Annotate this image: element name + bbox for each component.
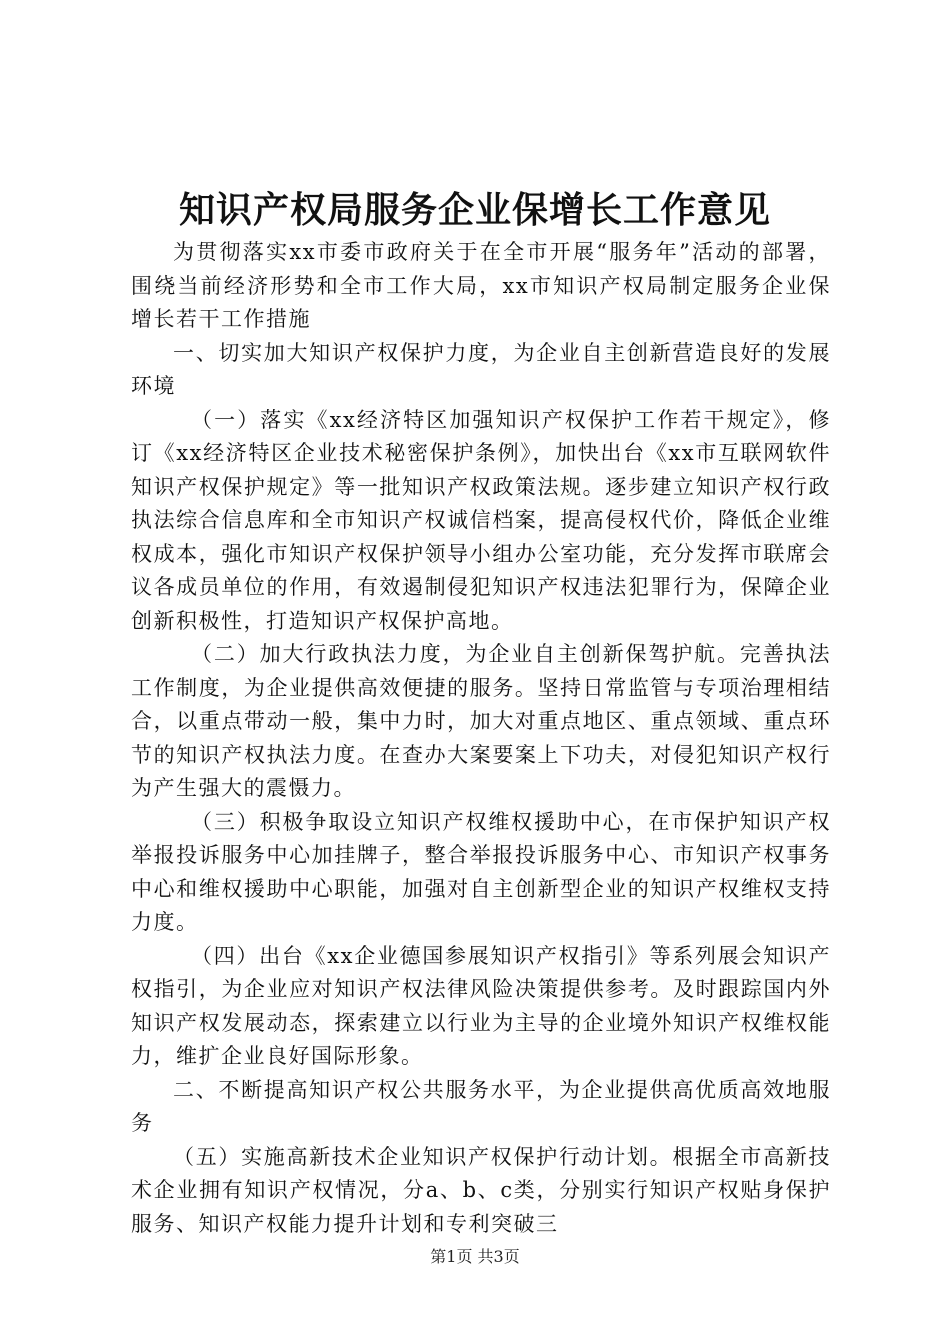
- item-paragraph-1: （一）落实《xx经济特区加强知识产权保护工作若干规定》，修订《xx经济特区企业技术秘密保护条例》，加快出台《xx市互联网软件知识产权保护规定》等一批知识产权政策法规。逐步建立知识产权行政执法综合信息库和全市知识产权诚信档案，提高侵权代价，降低企业维权成本，强化市知识产权保护领导小组办公室功能，充分发挥市联席会议各成员单位的作用，有效遏制侵犯知识产权违法犯罪行为，保障企业创新积极性，打造知识产权保护高地。: [131, 407, 831, 633]
- item-paragraph-3: （三）积极争取设立知识产权维权援助中心，在市保护知识产权举报投诉服务中心加挂牌子，整合举报投诉服务中心、市知识产权事务中心和维权援助中心职能，加强对自主创新型企业的知识产权维权支持力度。: [131, 809, 831, 934]
- intro-paragraph: 为贯彻落实xx市委市政府关于在全市开展“服务年”活动的部署，围绕当前经济形势和全市工作大局，xx市知识产权局制定服务企业保增长若干工作措施: [131, 240, 831, 331]
- page-number-footer: 第1页 共3页: [430, 1247, 520, 1266]
- section-heading-1: 一、切实加大知识产权保护力度，为企业自主创新营造良好的发展环境: [131, 340, 831, 398]
- document-title: 知识产权局服务企业保增长工作意见: [178, 189, 771, 231]
- document-body: [131, 236, 831, 1241]
- item-paragraph-2: （二）加大行政执法力度，为企业自主创新保驾护航。完善执法工作制度，为企业提供高效便捷的服务。坚持日常监管与专项治理相结合，以重点带动一般，集中力时，加大对重点地区、重点领域、重点环节的知识产权执法力度。在查办大案要案上下功夫，对侵犯知识产权行为产生强大的震慑力。: [131, 642, 831, 800]
- item-paragraph-5: （五）实施高新技术企业知识产权保护行动计划。根据全市高新技术企业拥有知识产权情况，分a、b、c类，分别实行知识产权贴身保护服务、知识产权能力提升计划和专利突破三: [131, 1144, 831, 1236]
- item-paragraph-4: （四）出台《xx企业德国参展知识产权指引》等系列展会知识产权指引，为企业应对知识产权法律风险决策提供参考。及时跟踪国内外知识产权发展动态，探索建立以行业为主导的企业境外知识产权维权能力，维扩企业良好国际形象。: [131, 943, 831, 1068]
- section-heading-2: 二、不断提高知识产权公共服务水平，为企业提供高优质高效地服务: [131, 1077, 831, 1135]
